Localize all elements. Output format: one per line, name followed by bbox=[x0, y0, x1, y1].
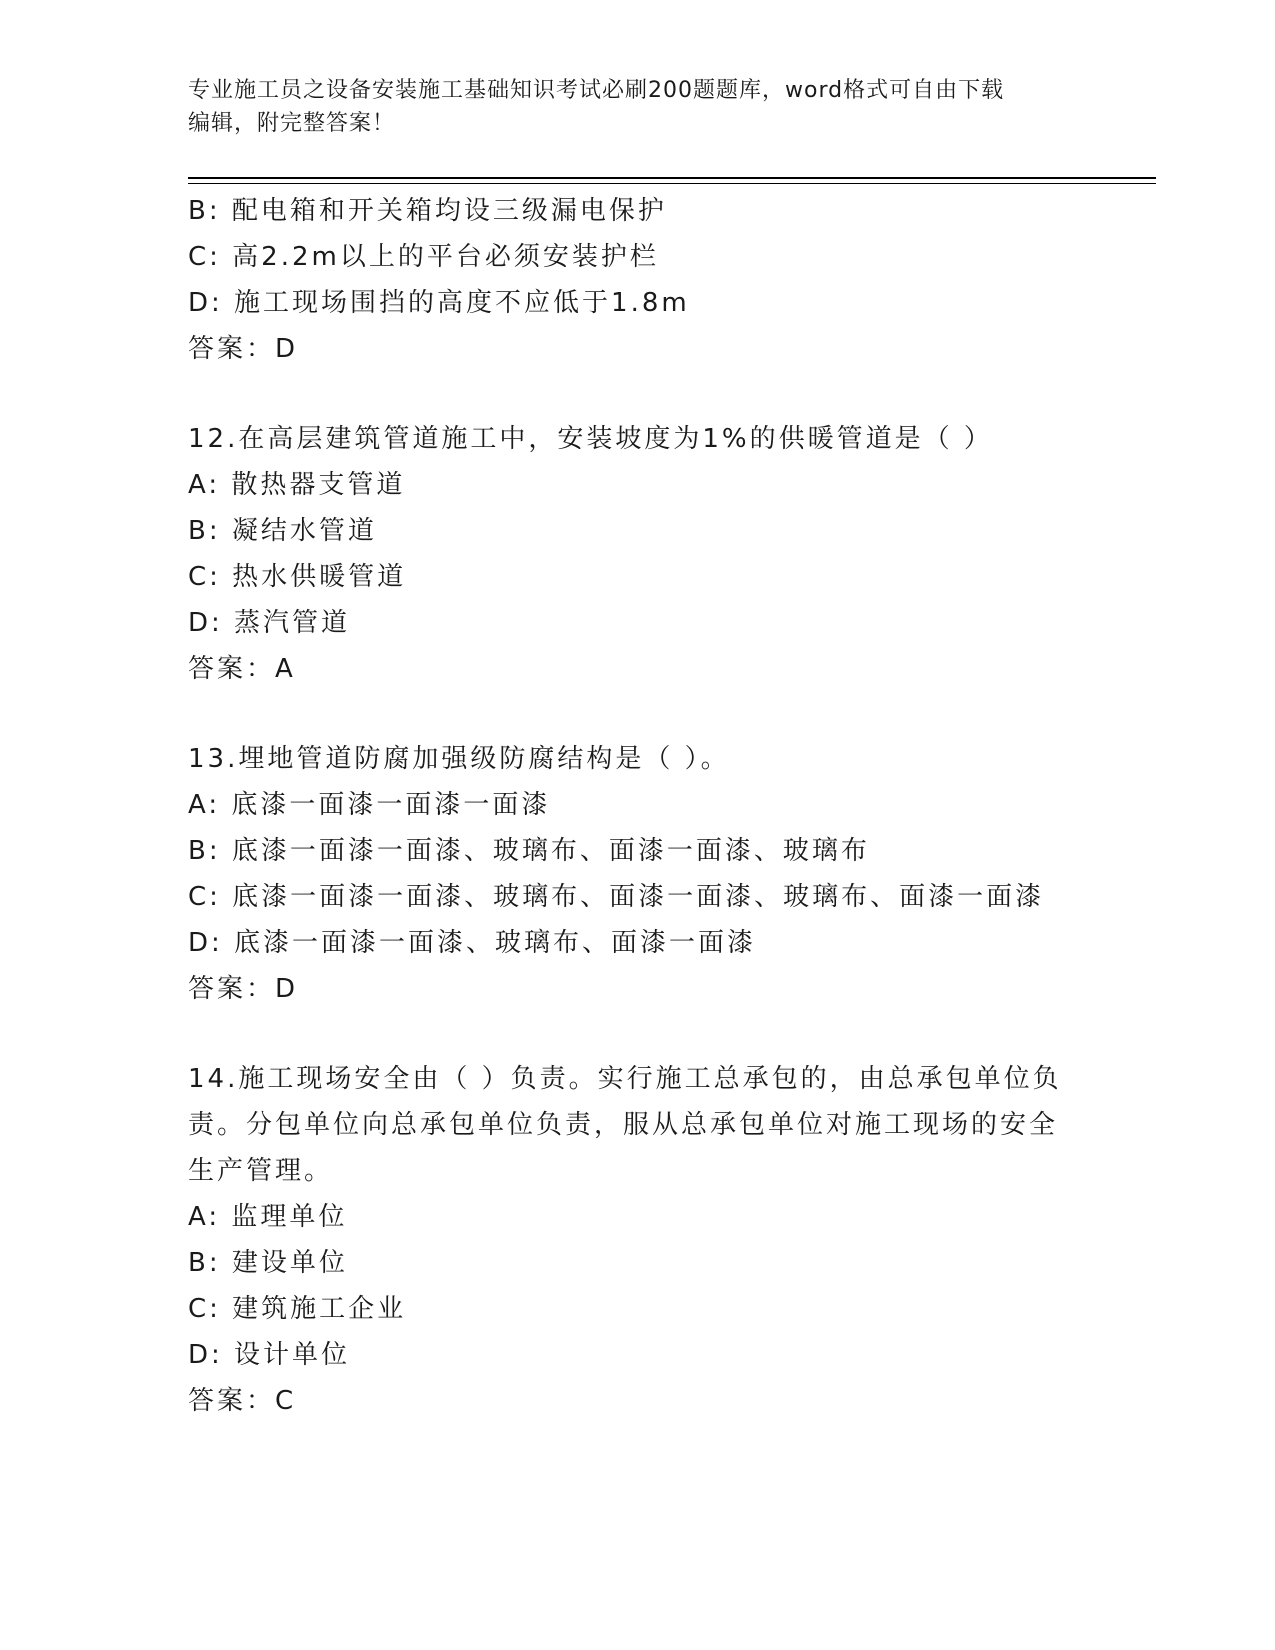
option-d: D: 底漆一面漆一面漆、玻璃布、面漆一面漆 bbox=[188, 928, 757, 958]
stem-line: 责。分包单位向总承包单位负责，服从总承包单位对施工现场的安全 bbox=[188, 1110, 1059, 1140]
answer-line: 答案：C bbox=[188, 1386, 297, 1416]
stem-line: 生产管理。 bbox=[188, 1156, 334, 1186]
option-b: B: 配电箱和开关箱均设三级漏电保护 bbox=[188, 196, 667, 226]
question-stem bbox=[188, 736, 1088, 782]
document-header bbox=[188, 74, 1088, 140]
option-c: C: 高2.2m以上的平台必须安装护栏 bbox=[188, 242, 659, 272]
option-a: A: 监理单位 bbox=[188, 1202, 348, 1232]
option-b: B: 建设单位 bbox=[188, 1248, 348, 1278]
option-d: D: 施工现场围挡的高度不应低于1.8m bbox=[188, 288, 690, 318]
header-divider-thick bbox=[188, 177, 1156, 179]
answer-line: 答案：D bbox=[188, 334, 299, 364]
option-c: C: 底漆一面漆一面漆、玻璃布、面漆一面漆、玻璃布、面漆一面漆 bbox=[188, 882, 1045, 912]
question-stem bbox=[188, 416, 1088, 462]
answer-line: 答案：D bbox=[188, 974, 299, 1004]
option-a: A: 底漆一面漆一面漆一面漆 bbox=[188, 790, 551, 820]
option-b: B: 凝结水管道 bbox=[188, 516, 377, 546]
answer-line: 答案：A bbox=[188, 654, 296, 684]
stem-line: 12.在高层建筑管道施工中，安装坡度为1%的供暖管道是（ ） bbox=[188, 424, 993, 454]
option-d: D: 蒸汽管道 bbox=[188, 608, 351, 638]
question-13 bbox=[188, 736, 1088, 1012]
stem-line: 13.埋地管道防腐加强级防腐结构是（ ）。 bbox=[188, 744, 730, 774]
option-b: B: 底漆一面漆一面漆、玻璃布、面漆一面漆、玻璃布 bbox=[188, 836, 870, 866]
option-c: C: 热水供暖管道 bbox=[188, 562, 407, 592]
question-11-continued bbox=[188, 188, 1088, 372]
question-12 bbox=[188, 416, 1088, 692]
question-14 bbox=[188, 1056, 1088, 1424]
option-c: C: 建筑施工企业 bbox=[188, 1294, 407, 1324]
option-a: A: 散热器支管道 bbox=[188, 470, 406, 500]
question-list bbox=[188, 188, 1088, 1424]
question-stem bbox=[188, 1056, 1088, 1194]
stem-line: 14.施工现场安全由（ ）负责。实行施工总承包的，由总承包单位负 bbox=[188, 1064, 1062, 1094]
header-divider-thin bbox=[188, 183, 1156, 184]
header-title-line-2: 编辑，附完整答案！ bbox=[188, 111, 396, 136]
header-title-line-1: 专业施工员之设备安装施工基础知识考试必刷200题题库，word格式可自由下载 bbox=[188, 78, 1005, 103]
option-d: D: 设计单位 bbox=[188, 1340, 351, 1370]
